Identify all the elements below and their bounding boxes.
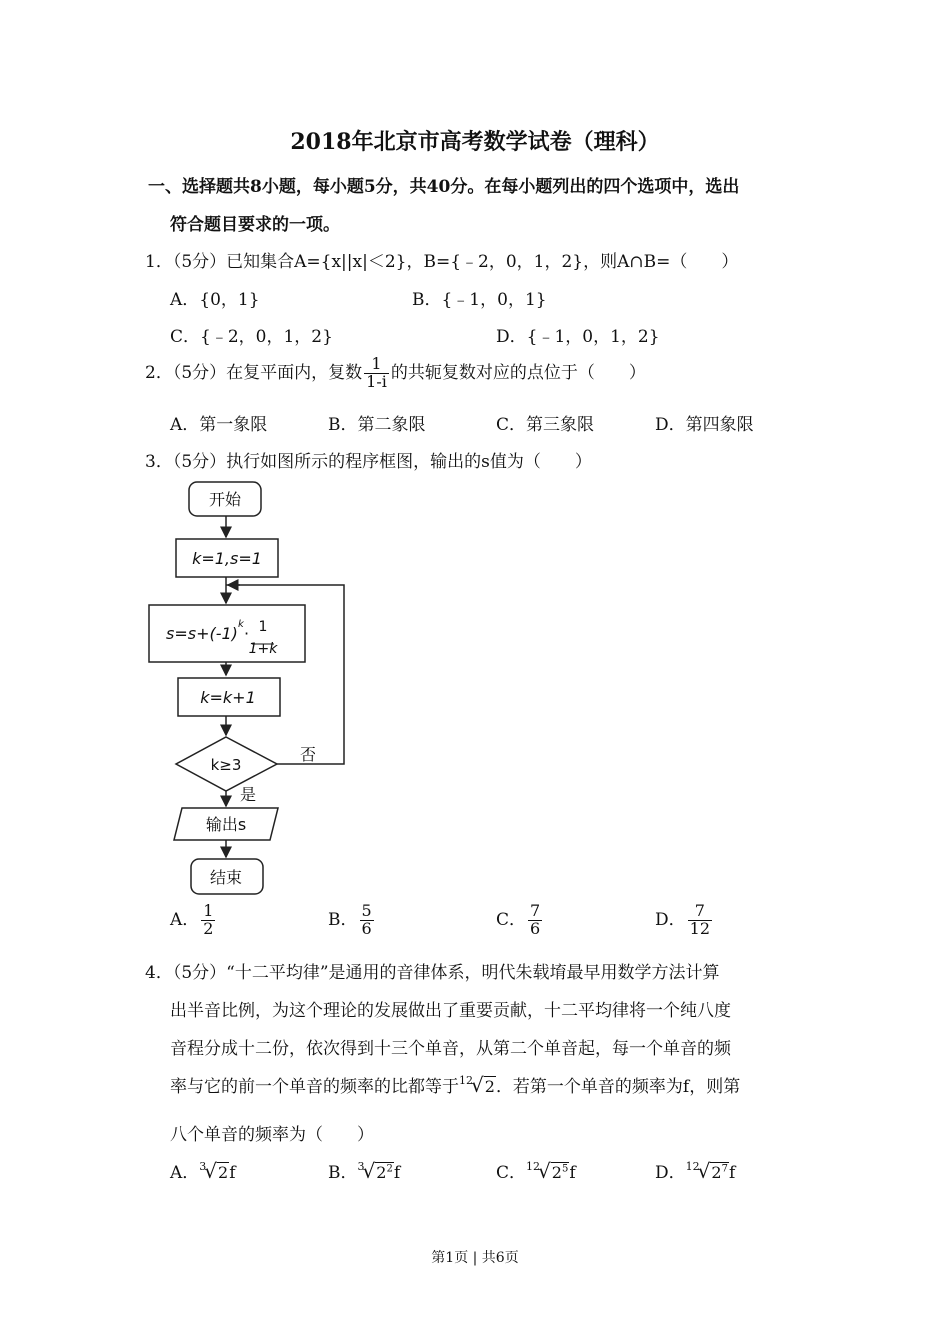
q4-option-c (496, 1158, 576, 1183)
q4-radical-body: 2 (484, 1077, 495, 1096)
flow-yes-label: 是 (240, 785, 257, 804)
q3-c-den: 6 (530, 918, 541, 938)
q4-a-base: 2 (218, 1163, 229, 1182)
q1-stem: 1．（5分）已知集合A={x||x|＜2}，B={﹣2，0，1，2}，则A∩B=（ ） (145, 252, 739, 272)
q3-flowchart (140, 475, 370, 905)
radical-icon: √ (697, 1159, 711, 1183)
q4-d-index: 12 (685, 1160, 700, 1173)
q3-d-den: 12 (689, 918, 710, 938)
flow-update-s-dot: · (244, 624, 250, 643)
q3-b-label: B． (328, 909, 358, 930)
q2-option-d: D．第四象限 (655, 415, 754, 435)
q4-b-index: 3 (357, 1160, 365, 1173)
q4-a-radical (199, 1159, 229, 1183)
q2-fraction (364, 356, 389, 391)
radical-icon: √ (538, 1159, 551, 1183)
q4-option-a (170, 1158, 236, 1183)
q4-c-label: C． (496, 1163, 527, 1183)
q3-option-d (655, 903, 714, 938)
q3-stem: 3．（5分）执行如图所示的程序框图，输出的s值为（ ） (145, 452, 592, 472)
q3-d-label: D． (655, 909, 686, 930)
q4-b-radical (358, 1159, 394, 1183)
q4-d-base: 2 (711, 1163, 722, 1182)
q2-stem-pre: 2．（5分）在复平面内，复数 (145, 362, 363, 383)
q4-d-radical (686, 1159, 729, 1183)
q4-c-f: f (569, 1163, 576, 1183)
q4-b-label: B． (328, 1163, 358, 1183)
q4-d-label: D． (655, 1163, 686, 1183)
q2-option-b: B．第二象限 (328, 415, 426, 435)
flow-update-s-exp: k (238, 619, 244, 630)
q1-option-a: A．{0，1} (170, 290, 260, 310)
flow-init-label: k=1,s=1 (192, 549, 262, 568)
q4-d-body (710, 1162, 729, 1182)
q4-radical-index: 12 (459, 1074, 473, 1087)
q4-c-body (551, 1162, 570, 1182)
flow-update-k-label: k=k+1 (200, 688, 256, 707)
q4-b-body (375, 1162, 394, 1182)
q1-option-b: B．{﹣1，0，1} (412, 290, 547, 310)
q4-b-base: 2 (376, 1163, 387, 1182)
q4-line4-post: ．若第一个单音的频率为f，则第 (495, 1077, 741, 1097)
q4-c-radical (526, 1159, 569, 1183)
q2-frac-num: 1 (364, 356, 389, 374)
q4-line5: 八个单音的频率为（ ） (170, 1125, 374, 1145)
q3-option-b (328, 903, 376, 938)
q4-line4 (170, 1072, 740, 1097)
q4-a-f: f (229, 1163, 236, 1183)
q4-c-exp: 5 (561, 1163, 569, 1175)
q3-b-num: 5 (361, 901, 372, 920)
q1-option-d: D．{﹣1，0，1，2} (496, 327, 660, 347)
q4-c-base: 2 (551, 1163, 562, 1182)
q4-a-index: 3 (199, 1160, 207, 1173)
q3-a-den: 2 (203, 918, 214, 938)
q3-a-frac (201, 903, 215, 938)
flow-condition-label: k≥3 (210, 756, 242, 774)
q2-stem-post: 的共轭复数对应的点位于（ ） (390, 362, 646, 383)
q2-option-c: C．第三象限 (496, 415, 595, 435)
q3-a-label: A． (170, 909, 200, 930)
q2-option-a: A．第一象限 (170, 415, 268, 435)
q3-c-num: 7 (530, 901, 541, 920)
q4-line3: 音程分成十二份，依次得到十三个单音，从第二个单音起，每一个单音的频 (170, 1039, 731, 1059)
page-title: 2018年北京市高考数学试卷（理科） (290, 129, 660, 155)
q1-option-c: C．{﹣2，0，1，2} (170, 327, 333, 347)
flow-update-s-num: 1 (258, 619, 268, 635)
radical-icon: √ (362, 1159, 376, 1183)
q4-option-b (328, 1158, 400, 1183)
q4-a-label: A． (170, 1163, 200, 1183)
flow-output-label: 输出s (205, 815, 247, 834)
q4-radical (459, 1073, 496, 1097)
q4-d-exp: 7 (721, 1163, 728, 1175)
flow-no-label: 否 (300, 745, 317, 764)
q3-a-num: 1 (203, 901, 214, 920)
q4-line2: 出半音比例，为这个理论的发展做出了重要贡献，十二平均律将一个纯八度 (170, 1001, 731, 1021)
radical-icon: √ (471, 1073, 484, 1097)
section-heading-line2: 符合题目要求的一项。 (170, 215, 340, 235)
q3-b-frac (360, 903, 374, 938)
q2-frac-den: 1-i (366, 371, 387, 391)
page-footer: 第1页 | 共6页 (431, 1250, 519, 1266)
section-heading-line1: 一、选择题共8小题，每小题5分，共40分。在每小题列出的四个选项中，选出 (148, 177, 740, 197)
q3-d-num: 7 (688, 903, 712, 921)
q4-b-exp: 2 (386, 1163, 393, 1175)
q3-option-a (170, 903, 217, 938)
q3-d-frac (688, 903, 712, 938)
q4-d-f: f (728, 1163, 736, 1183)
q3-b-den: 6 (361, 918, 372, 938)
q3-option-c (496, 903, 544, 938)
q4-option-d (655, 1158, 735, 1183)
q4-line4-pre: 率与它的前一个单音的频率的比都等于 (170, 1077, 459, 1097)
flow-start-label: 开始 (208, 490, 242, 509)
flow-loop-back-line (226, 585, 344, 764)
q4-c-index: 12 (526, 1160, 541, 1173)
flow-end-label: 结束 (209, 868, 243, 887)
q3-c-frac (528, 903, 542, 938)
flow-update-s-den: 1+k (248, 641, 278, 657)
q4-line1: 4．（5分）“十二平均律”是通用的音律体系，明代朱载堉最早用数学方法计算 (145, 963, 720, 983)
q3-c-label: C． (496, 909, 527, 930)
radical-icon: √ (204, 1159, 218, 1183)
flow-update-s-label: s=s+(-1) (166, 624, 238, 643)
q4-b-f: f (393, 1163, 401, 1183)
q2-stem (145, 356, 646, 391)
